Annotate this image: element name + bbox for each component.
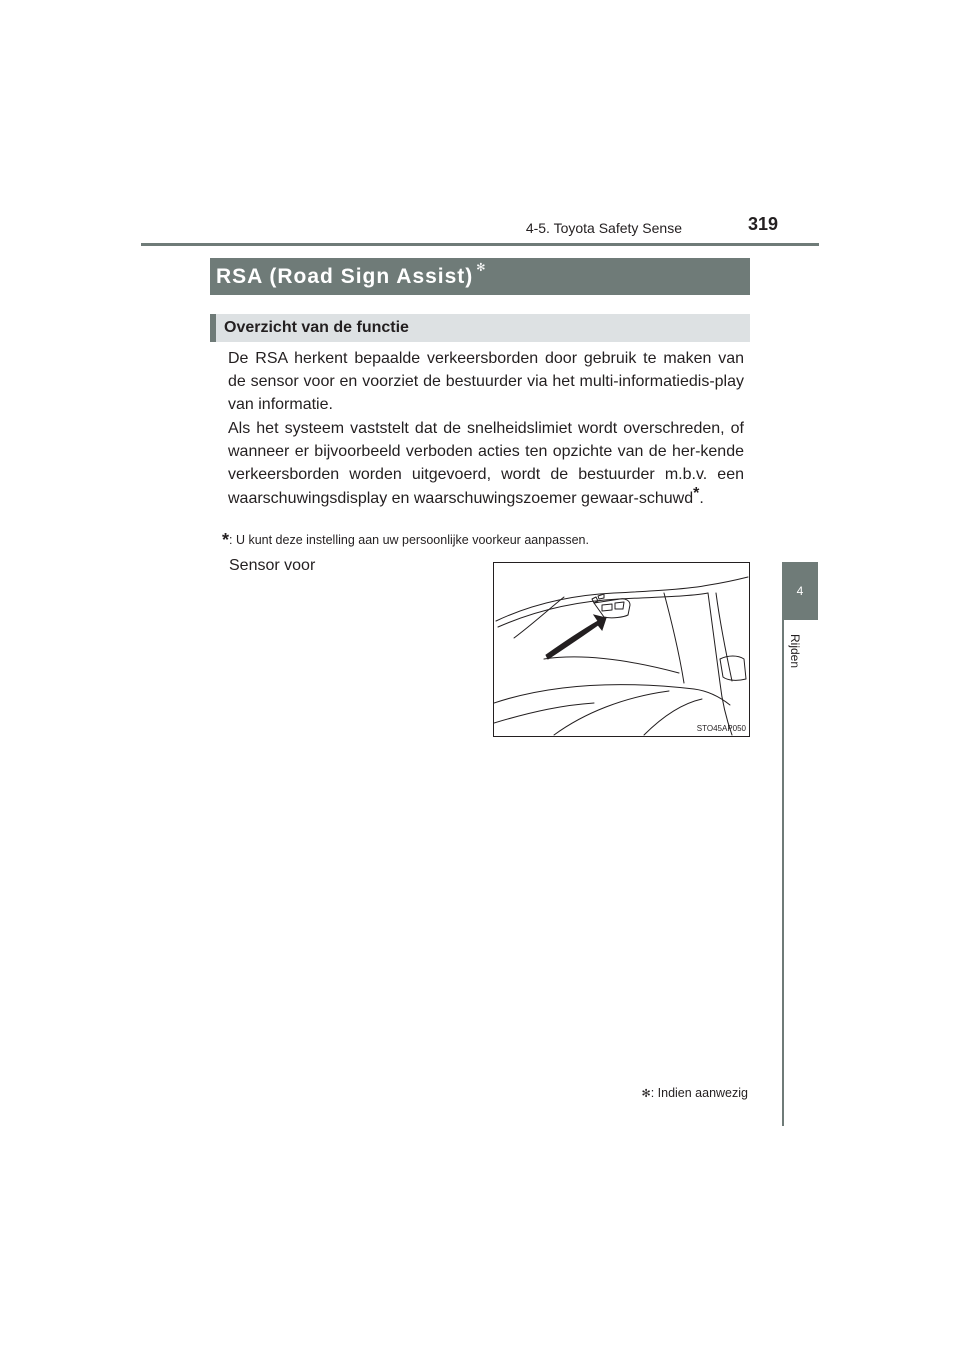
section-title: RSA (Road Sign Assist)	[216, 264, 474, 288]
body-paragraph-1: De RSA herkent bepaalde verkeersborden door gebruik te maken van de sensor voor en voorziet de bestuurder via het multi-informatiedis-play van informatie.	[228, 350, 744, 414]
body-paragraph-2	[228, 417, 744, 510]
chapter-tab-label: Rijden	[788, 634, 802, 669]
availability-note-text: : Indien aanwezig	[650, 1086, 748, 1100]
footnote-text: : U kunt deze instelling aan uw persoonlijke voorkeur aanpassen.	[229, 533, 589, 547]
footnote	[222, 528, 752, 549]
header-divider	[141, 243, 819, 246]
body-paragraph-2-text: Als het systeem vaststelt dat de snelheidslimiet wordt overschreden, of wanneer er bijvoorbeeld verboden acties ten opzichte van de her-kende verkeersborden worden uitgevoerd, wordt de bestuurder m.b.v. een waarschuwingsdisplay en waarschuwingszoemer gewaar-schuwd	[228, 420, 744, 507]
subsection-title-bar	[210, 314, 750, 342]
windshield-illustration-svg	[494, 563, 749, 736]
windshield-sensor-illustration	[493, 562, 750, 737]
pointer-arrow-icon	[546, 615, 606, 659]
chapter-tab	[782, 562, 818, 620]
footnote-mark: *	[222, 530, 230, 550]
chapter-title: 4-5. Toyota Safety Sense	[525, 220, 682, 236]
body-paragraph-2-end: .	[699, 489, 704, 507]
availability-note-mark: ✻	[641, 1088, 651, 1100]
subsection-title: Overzicht van de functie	[224, 319, 409, 336]
body-paragraph-2-mark: *	[693, 484, 700, 502]
figure-caption: Sensor voor	[229, 557, 316, 574]
availability-note	[600, 1086, 748, 1100]
figure-code: STO45AP050	[696, 724, 746, 733]
chapter-tab-number: 4	[796, 584, 804, 598]
page-number: 319	[747, 214, 778, 234]
section-title-bar	[210, 258, 750, 295]
section-title-mark: ✻	[476, 262, 486, 274]
chapter-tab-rule	[782, 620, 818, 1126]
